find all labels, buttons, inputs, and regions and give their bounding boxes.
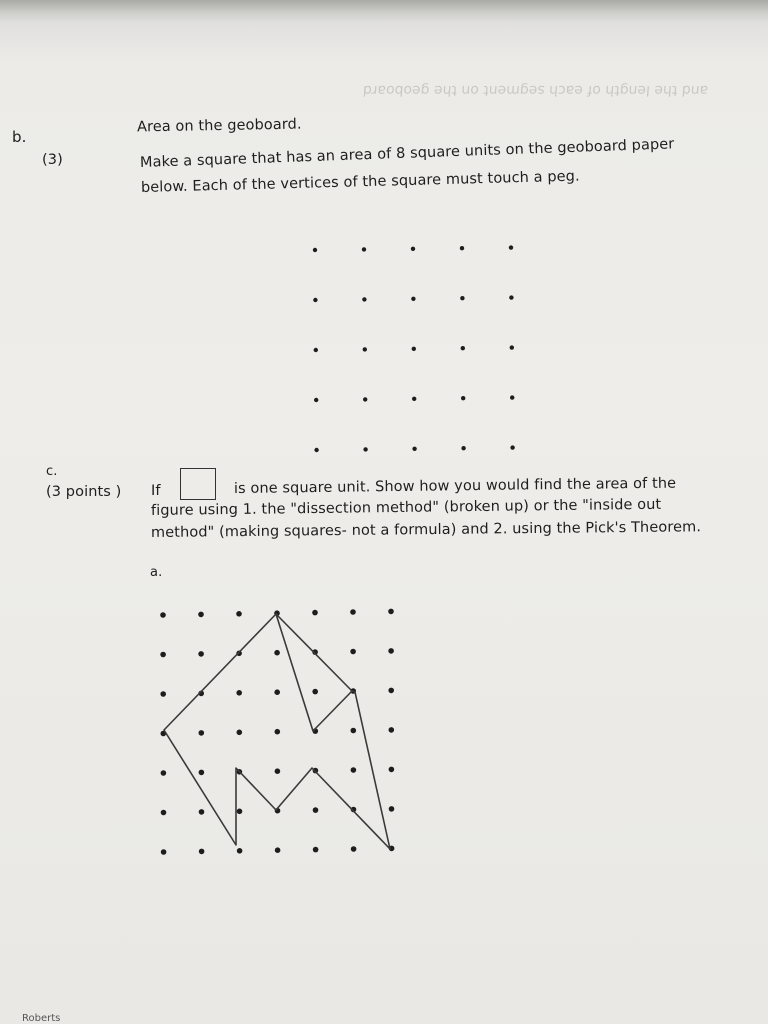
- geoboard-empty-peg: [362, 297, 366, 301]
- geoboard-empty: [313, 245, 515, 452]
- geoboard-figure-peg: [236, 611, 242, 617]
- geoboard-empty-peg: [412, 447, 416, 451]
- geoboard-empty-peg: [510, 345, 514, 349]
- geoboard-empty-peg: [412, 397, 416, 401]
- geoboard-empty-peg: [363, 347, 367, 351]
- section-c-line3: method" (making squares- not a formula) and 2. using the Pick's Theorem.: [150, 519, 702, 541]
- geoboard-figure-peg: [351, 846, 357, 852]
- geoboard-figure-peg: [388, 609, 394, 615]
- geoboard-figure-peg: [161, 770, 167, 776]
- geoboard-figure-peg: [161, 849, 167, 855]
- geoboard-empty-peg: [460, 296, 464, 300]
- geoboard-figure-peg: [199, 849, 205, 855]
- geoboard-empty-peg: [509, 295, 513, 299]
- geoboard-empty-peg: [460, 246, 464, 250]
- geoboard-empty-peg: [363, 397, 367, 401]
- geoboard-empty-peg: [314, 348, 318, 352]
- geoboard-figure-peg: [351, 767, 357, 773]
- section-c-points: (3 points ): [46, 484, 122, 500]
- geoboard-empty-peg: [411, 247, 415, 251]
- geoboard-figure-peg: [313, 847, 319, 853]
- section-b-instruction-line1: Make a square that has an area of 8 square units on the geoboard paper: [139, 136, 675, 171]
- geoboard-figure-peg: [389, 727, 395, 733]
- geoboard-figure-peg: [351, 728, 357, 734]
- geoboard-empty-peg: [509, 245, 513, 249]
- geoboard-figure-peg: [350, 609, 356, 615]
- geoboard-empty-peg: [461, 346, 465, 350]
- geoboard-figure-peg: [274, 689, 280, 695]
- section-b-title: Area on the geoboard.: [136, 116, 302, 136]
- geoboard-empty-peg: [314, 448, 318, 452]
- geoboard-empty-peg: [313, 248, 317, 252]
- geoboard-empty-peg: [510, 445, 514, 449]
- geoboard-figure-peg: [274, 650, 280, 656]
- geoboard-empty-peg: [314, 398, 318, 402]
- geoboard-figure-peg: [236, 690, 242, 696]
- geoboard-figure-peg: [350, 649, 356, 655]
- geoboard-figure-peg: [237, 848, 243, 854]
- section-c-label: c.: [46, 464, 58, 479]
- section-b-points: (3): [42, 152, 63, 168]
- section-c-line1: is one square unit. Show how you would find the area of the: [233, 475, 677, 497]
- bleed-through-text: and the length of each segment on the geoboard: [362, 82, 709, 98]
- geoboard-figure-peg: [388, 688, 394, 694]
- geoboard-empty-peg: [510, 395, 514, 399]
- geoboard-empty-peg: [363, 447, 367, 451]
- geoboard-figure-peg: [199, 770, 205, 776]
- geoboard-figure-peg: [312, 689, 318, 695]
- section-b-label: b.: [12, 128, 27, 146]
- geoboard-figure-peg: [275, 847, 281, 853]
- geoboard-empty-peg: [461, 396, 465, 400]
- section-c-line2: figure using 1. the "dissection method" (broken up) or the "inside out: [150, 496, 662, 519]
- geoboard-figure-peg: [389, 806, 395, 812]
- geoboard-figure-peg: [198, 651, 204, 657]
- geoboard-figure-peg: [160, 691, 166, 697]
- geoboard-empty-peg: [313, 298, 317, 302]
- geoboard-figure-peg: [275, 768, 281, 774]
- geoboard-empty-peg: [461, 446, 465, 450]
- geoboard-figure-peg: [160, 652, 166, 658]
- section-c-part-a: a.: [150, 565, 163, 580]
- footer-name: Roberts: [22, 1013, 61, 1024]
- geoboard-figure: [160, 609, 394, 855]
- geoboard-empty-peg: [411, 297, 415, 301]
- geoboard-figure-peg: [237, 809, 243, 815]
- geoboard-figure-peg: [160, 612, 166, 618]
- section-c-if-word: If: [151, 483, 161, 499]
- geoboard-figure-peg: [389, 767, 395, 773]
- geoboard-figure-peg: [198, 612, 204, 618]
- geoboard-figure-peg: [161, 810, 167, 816]
- geoboard-empty-peg: [412, 347, 416, 351]
- geoboard-figure-peg: [313, 807, 319, 813]
- geoboard-figure-peg: [312, 610, 318, 616]
- geoboard-figure-peg: [275, 729, 281, 735]
- geoboard-figure-peg: [199, 809, 205, 815]
- section-b-instruction-line2: below. Each of the vertices of the square must touch a peg.: [140, 168, 580, 196]
- geoboard-figure-peg: [199, 730, 205, 736]
- geoboard-figure-peg: [388, 648, 394, 654]
- geoboard-empty-peg: [362, 247, 366, 251]
- geoboard-figure-peg: [237, 730, 243, 736]
